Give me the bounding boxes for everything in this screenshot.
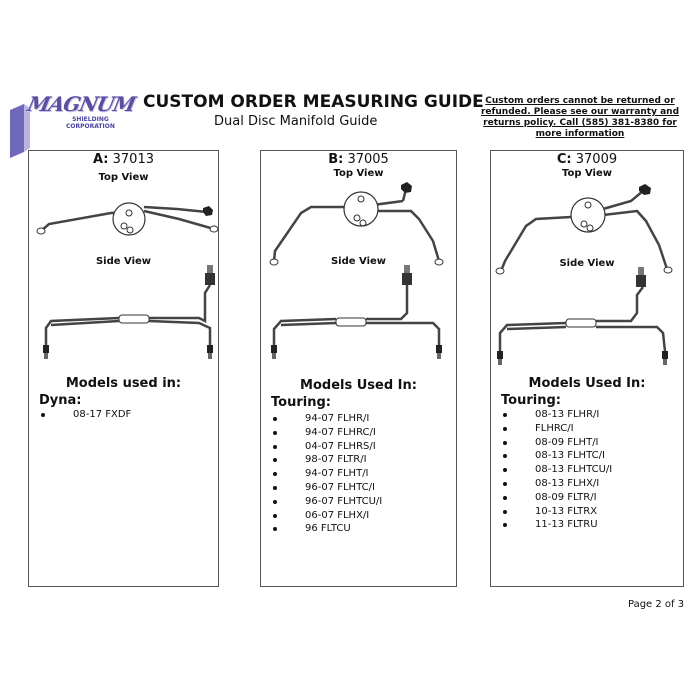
logo-brand: MAGNUM [25, 92, 138, 116]
part-heading: B: 37005 [328, 152, 389, 167]
side-view-drawing [491, 263, 685, 373]
top-view-label: Top View [333, 168, 384, 179]
list-item: 08-17 FXDF [39, 408, 131, 422]
list-item: 08-13 FLHR/I [501, 408, 612, 422]
list-item: FLHRC/I [501, 422, 612, 436]
top-view-label: Top View [98, 172, 149, 183]
list-item: 96 FLTCU [271, 522, 382, 536]
list-item: 08-09 FLHT/I [501, 436, 612, 450]
page-title: CUSTOM ORDER MEASURING GUIDE [143, 92, 484, 112]
side-view-drawing [29, 263, 220, 368]
list-item: 11-13 FLTRU [501, 518, 612, 532]
list-item: 96-07 FLHTCU/I [271, 495, 382, 509]
list-item: 94-07 FLHR/I [271, 412, 382, 426]
list-item: 08-13 FLHTC/I [501, 449, 612, 463]
page-subtitle: Dual Disc Manifold Guide [214, 114, 378, 129]
models-title: Models Used In: [300, 378, 417, 393]
models-title: Models Used In: [528, 376, 646, 391]
list-item: 98-07 FLTR/I [271, 453, 382, 467]
part-heading: A: 37013 [92, 152, 154, 167]
logo-subtitle: SHIELDING CORPORATION [66, 116, 115, 130]
panel-c [490, 150, 684, 587]
list-item: 08-09 FLTR/I [501, 491, 612, 505]
model-category: Touring: [501, 393, 561, 408]
list-item: 06-07 FLHX/I [271, 509, 382, 523]
list-item: 04-07 FLHRS/I [271, 440, 382, 454]
side-view-drawing [261, 263, 458, 363]
models-title: Models used in: [65, 376, 182, 391]
model-category: Touring: [271, 395, 331, 410]
model-list [501, 408, 612, 532]
page-number: Page 2 of 3 [628, 599, 685, 610]
list-item: 94-07 FLHRC/I [271, 426, 382, 440]
list-item: 96-07 FLHTC/I [271, 481, 382, 495]
list-item: 94-07 FLHT/I [271, 467, 382, 481]
side-view-label: Side View [330, 256, 387, 267]
panel-a [28, 150, 219, 587]
top-view-label: Top View [561, 168, 612, 179]
panel-b [260, 150, 457, 587]
model-list [271, 412, 382, 536]
side-view-label: Side View [559, 258, 615, 269]
side-view-label: Side View [95, 256, 152, 267]
list-item: 10-13 FLTRX [501, 505, 612, 519]
model-category: Dyna: [39, 393, 82, 408]
return-policy-notice: Custom orders cannot be returned or refunded. Please see our warranty and returns policy. Call (585) 381-8380 for more information [480, 96, 680, 139]
model-list [39, 408, 131, 422]
list-item: 08-13 FLHX/I [501, 477, 612, 491]
list-item: 08-13 FLHTCU/I [501, 463, 612, 477]
top-view-drawing [29, 191, 220, 251]
part-heading: C: 37009 [556, 152, 618, 167]
